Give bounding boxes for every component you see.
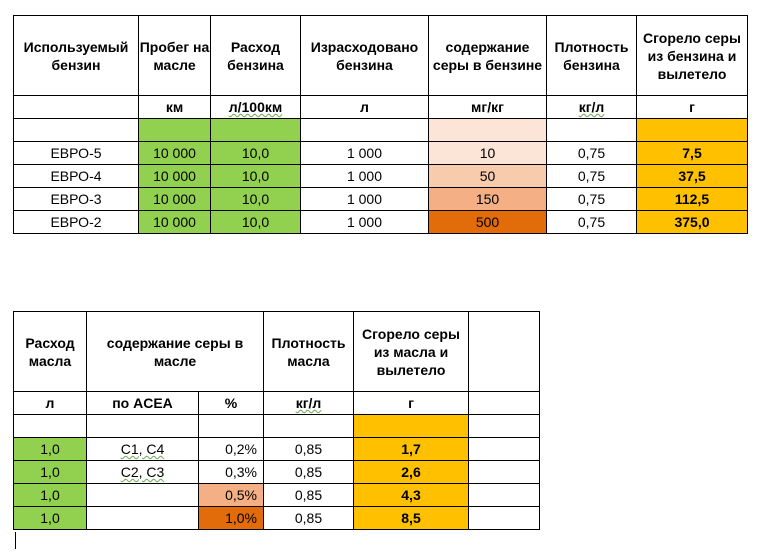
empty-row xyxy=(14,415,540,438)
header-sulfur-content[interactable]: содержание серы в бензине xyxy=(429,16,547,96)
header-fuel-used[interactable]: Израсходовано бензина xyxy=(301,16,429,96)
empty-cell[interactable] xyxy=(199,415,264,438)
mileage-cell[interactable]: 10 000 xyxy=(139,142,211,165)
empty-cell[interactable] xyxy=(264,415,354,438)
unit-cell[interactable]: л xyxy=(301,96,429,119)
oil-density-cell[interactable]: 0,85 xyxy=(264,507,354,530)
sulfur-burned-cell[interactable]: 37,5 xyxy=(637,165,748,188)
empty-cell[interactable] xyxy=(547,119,637,142)
oil-sulfur-burned-cell[interactable]: 8,5 xyxy=(354,507,469,530)
header-density[interactable]: Плотность бензина xyxy=(547,16,637,96)
fuel-used-cell[interactable]: 1 000 xyxy=(301,211,429,234)
table-row xyxy=(14,507,540,530)
percent-cell[interactable]: 0,5% xyxy=(199,484,264,507)
acea-text: C2, C3 xyxy=(120,464,165,480)
unit-cell[interactable]: л xyxy=(14,392,87,415)
unit-text: кг/л xyxy=(295,395,322,411)
empty-cell[interactable] xyxy=(139,119,211,142)
density-cell[interactable]: 0,75 xyxy=(547,188,637,211)
percent-cell[interactable]: 1,0% xyxy=(199,507,264,530)
fuel-used-cell[interactable]: 1 000 xyxy=(301,188,429,211)
header-fuel[interactable]: Используемый бензин xyxy=(14,16,139,96)
consumption-cell[interactable]: 10,0 xyxy=(211,142,301,165)
unit-cell[interactable] xyxy=(264,392,354,415)
empty-cell[interactable] xyxy=(469,507,540,530)
oil-density-cell[interactable]: 0,85 xyxy=(264,438,354,461)
sulfur-content-cell[interactable]: 150 xyxy=(429,188,547,211)
empty-cell[interactable] xyxy=(87,415,199,438)
header-oil-sulfur-burned[interactable]: Сгорело серы из масла и вылетело xyxy=(354,312,469,392)
mileage-cell[interactable]: 10 000 xyxy=(139,188,211,211)
density-cell[interactable]: 0,75 xyxy=(547,165,637,188)
unit-cell[interactable] xyxy=(14,96,139,119)
oil-density-cell[interactable]: 0,85 xyxy=(264,484,354,507)
consumption-cell[interactable]: 10,0 xyxy=(211,211,301,234)
empty-cell[interactable] xyxy=(469,312,540,392)
text-cursor xyxy=(15,532,16,549)
sulfur-burned-cell[interactable]: 7,5 xyxy=(637,142,748,165)
table-row xyxy=(14,165,748,188)
sulfur-content-cell[interactable]: 10 xyxy=(429,142,547,165)
empty-cell[interactable] xyxy=(14,415,87,438)
gasoline-sulfur-table xyxy=(13,15,748,234)
empty-cell[interactable] xyxy=(469,461,540,484)
oil-sulfur-burned-cell[interactable]: 1,7 xyxy=(354,438,469,461)
unit-cell[interactable]: по ACEA xyxy=(87,392,199,415)
sulfur-burned-cell[interactable]: 375,0 xyxy=(637,211,748,234)
table-row xyxy=(14,484,540,507)
percent-cell[interactable]: 0,3% xyxy=(199,461,264,484)
empty-cell[interactable] xyxy=(469,484,540,507)
unit-cell[interactable]: мг/кг xyxy=(429,96,547,119)
acea-cell[interactable] xyxy=(87,484,199,507)
header-row xyxy=(14,16,748,96)
oil-consumption-cell[interactable]: 1,0 xyxy=(14,438,87,461)
acea-cell[interactable] xyxy=(87,461,199,484)
unit-text: л/100км xyxy=(228,99,283,115)
oil-sulfur-burned-cell[interactable]: 4,3 xyxy=(354,484,469,507)
empty-cell[interactable] xyxy=(637,119,748,142)
empty-cell[interactable] xyxy=(429,119,547,142)
sulfur-content-cell[interactable]: 500 xyxy=(429,211,547,234)
oil-consumption-cell[interactable]: 1,0 xyxy=(14,484,87,507)
oil-consumption-cell[interactable]: 1,0 xyxy=(14,461,87,484)
fuel-cell[interactable]: ЕВРО-4 xyxy=(14,165,139,188)
table-row xyxy=(14,438,540,461)
table-row xyxy=(14,188,748,211)
fuel-cell[interactable]: ЕВРО-3 xyxy=(14,188,139,211)
unit-cell[interactable]: г xyxy=(637,96,748,119)
fuel-used-cell[interactable]: 1 000 xyxy=(301,142,429,165)
header-sulfur-burned[interactable]: Сгорело серы из бензина и вылетело xyxy=(637,16,748,96)
unit-cell[interactable]: % xyxy=(199,392,264,415)
empty-cell[interactable] xyxy=(469,392,540,415)
header-oil-sulfur-content[interactable]: содержание серы в масле xyxy=(87,312,264,392)
unit-text: кг/л xyxy=(578,99,605,115)
table-row xyxy=(14,211,748,234)
sulfur-burned-cell[interactable]: 112,5 xyxy=(637,188,748,211)
oil-consumption-cell[interactable]: 1,0 xyxy=(14,507,87,530)
oil-sulfur-burned-cell[interactable]: 2,6 xyxy=(354,461,469,484)
fuel-used-cell[interactable]: 1 000 xyxy=(301,165,429,188)
empty-cell[interactable] xyxy=(14,119,139,142)
fuel-cell[interactable]: ЕВРО-5 xyxy=(14,142,139,165)
sulfur-content-cell[interactable]: 50 xyxy=(429,165,547,188)
density-cell[interactable]: 0,75 xyxy=(547,142,637,165)
empty-cell[interactable] xyxy=(354,415,469,438)
units-row xyxy=(14,96,748,119)
mileage-cell[interactable]: 10 000 xyxy=(139,211,211,234)
header-fuel-consumption[interactable]: Расход бензина xyxy=(211,16,301,96)
empty-cell[interactable] xyxy=(469,438,540,461)
mileage-cell[interactable]: 10 000 xyxy=(139,165,211,188)
empty-cell[interactable] xyxy=(211,119,301,142)
acea-cell[interactable] xyxy=(87,507,199,530)
acea-text: C1, C4 xyxy=(120,441,165,457)
density-cell[interactable]: 0,75 xyxy=(547,211,637,234)
header-row xyxy=(14,312,540,392)
unit-cell[interactable] xyxy=(211,96,301,119)
table-row xyxy=(14,142,748,165)
empty-cell[interactable] xyxy=(469,415,540,438)
acea-cell[interactable] xyxy=(87,438,199,461)
consumption-cell[interactable]: 10,0 xyxy=(211,165,301,188)
empty-cell[interactable] xyxy=(301,119,429,142)
unit-cell[interactable]: км xyxy=(139,96,211,119)
oil-sulfur-table xyxy=(13,311,540,530)
header-oil-density[interactable]: Плотность масла xyxy=(264,312,354,392)
table-row xyxy=(14,461,540,484)
fuel-cell[interactable]: ЕВРО-2 xyxy=(14,211,139,234)
unit-cell[interactable]: г xyxy=(354,392,469,415)
header-mileage[interactable]: Пробег на масле xyxy=(139,16,211,96)
unit-cell[interactable] xyxy=(547,96,637,119)
oil-density-cell[interactable]: 0,85 xyxy=(264,461,354,484)
units-row xyxy=(14,392,540,415)
percent-cell[interactable]: 0,2% xyxy=(199,438,264,461)
header-oil-consumption[interactable]: Расход масла xyxy=(14,312,87,392)
consumption-cell[interactable]: 10,0 xyxy=(211,188,301,211)
empty-row xyxy=(14,119,748,142)
